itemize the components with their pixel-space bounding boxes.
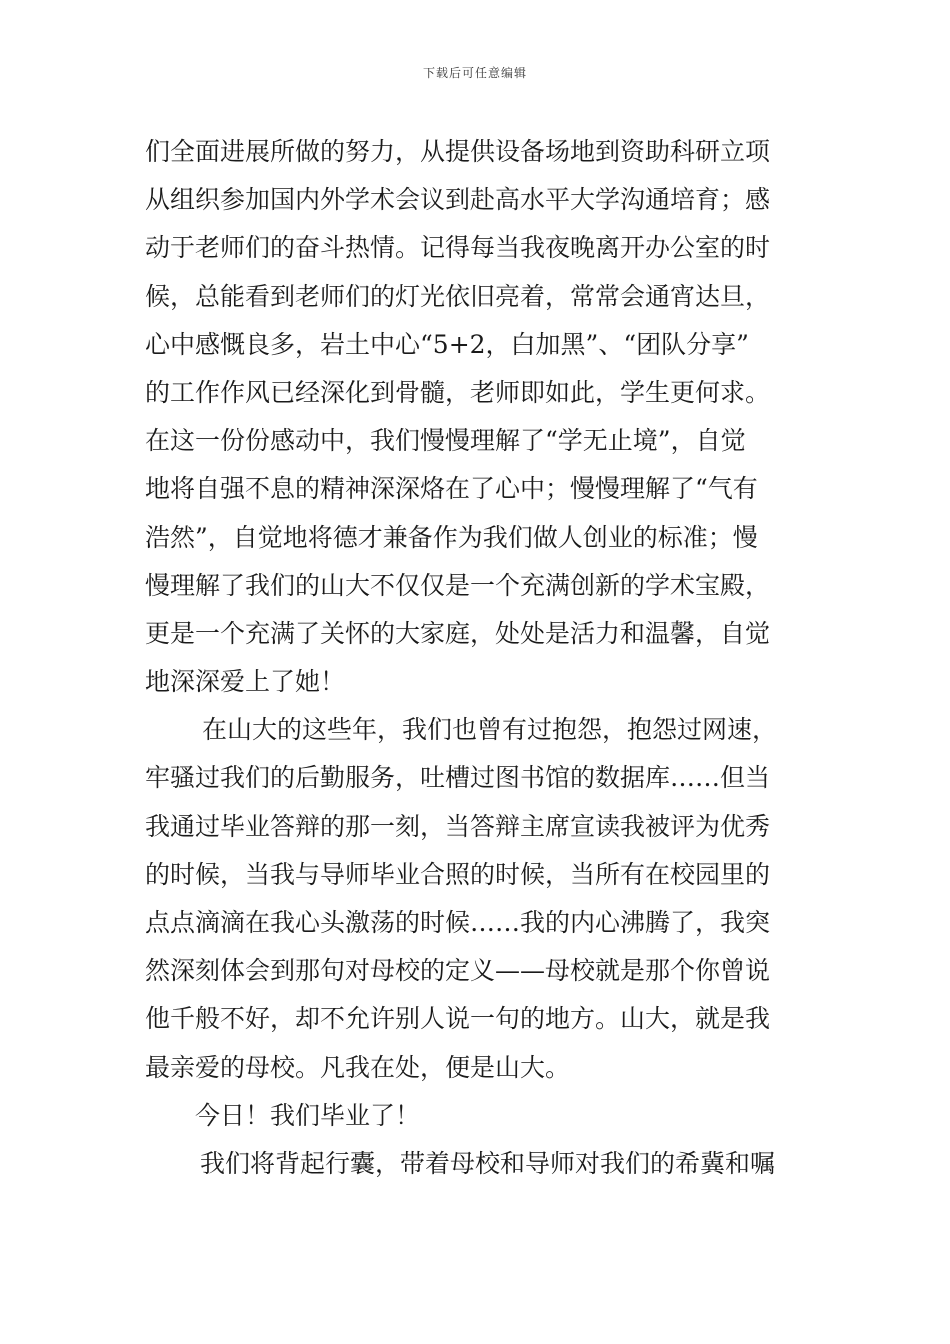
text-line: 们全面进展所做的努力，从提供设备场地到资助科研立项: [145, 137, 771, 166]
text-line: 最亲爱的母校。凡我在处，便是山大。: [145, 1052, 571, 1082]
text-line: 心中感慨良多，岩土中心“5+2，白加黑”、“团队分享”: [145, 329, 749, 359]
text-line: 我通过毕业答辩的那一刻，当答辩主席宣读我被评为优秀: [145, 811, 771, 841]
text-line: 更是一个充满了关怀的大家庭，处处是活力和温馨，自觉: [145, 618, 771, 648]
text-line: 牢骚过我们的后勤服务，吐槽过图书馆的数据库……但当: [145, 763, 771, 793]
text-line: 地将自强不息的精神深深烙在了心中；慢慢理解了“气有: [145, 474, 758, 504]
document-body: [145, 128, 810, 1188]
text-line: 他千般不好，却不允许别人说一句的地方。山大，就是我: [145, 1004, 771, 1034]
text-line: 浩然”，自觉地将德才兼备作为我们做人创业的标准；慢: [145, 522, 758, 552]
text-line: 动于老师们的奋斗热情。记得每当我夜晚离开办公室的时: [145, 233, 771, 263]
text-line: 的工作作风已经深化到骨髓，老师即如此，学生更何求。: [145, 377, 771, 407]
text-line: 从组织参加国内外学术会议到赴高水平大学沟通培育；感: [145, 185, 771, 215]
paragraph-start-line: 在山大的这些年，我们也曾有过抱怨，抱怨过网速，: [202, 715, 778, 745]
text-line: 地深深爱上了她！: [145, 667, 346, 697]
paragraph-start-line: 今日！我们毕业了！: [195, 1100, 421, 1130]
text-line: 候，总能看到老师们的灯光依旧亮着，常常会通宵达旦，: [145, 281, 771, 311]
text-line: 的时候，当我与导师毕业合照的时候，当所有在校园里的: [145, 859, 771, 889]
paragraph-start-line: 我们将背起行囊，带着母校和导师对我们的希冀和嘱: [200, 1148, 776, 1178]
text-line: 在这一份份感动中，我们慢慢理解了“学无止境”，自觉: [145, 426, 746, 456]
text-line: 慢理解了我们的山大不仅仅是一个充满创新的学术宝殿，: [145, 570, 771, 600]
text-line: 然深刻体会到那句对母校的定义——母校就是那个你曾说: [145, 956, 771, 986]
text-line: 点点滴滴在我心头激荡的时候……我的内心沸腾了，我突: [145, 908, 771, 937]
page-header: 下载后可任意编辑: [422, 66, 527, 80]
